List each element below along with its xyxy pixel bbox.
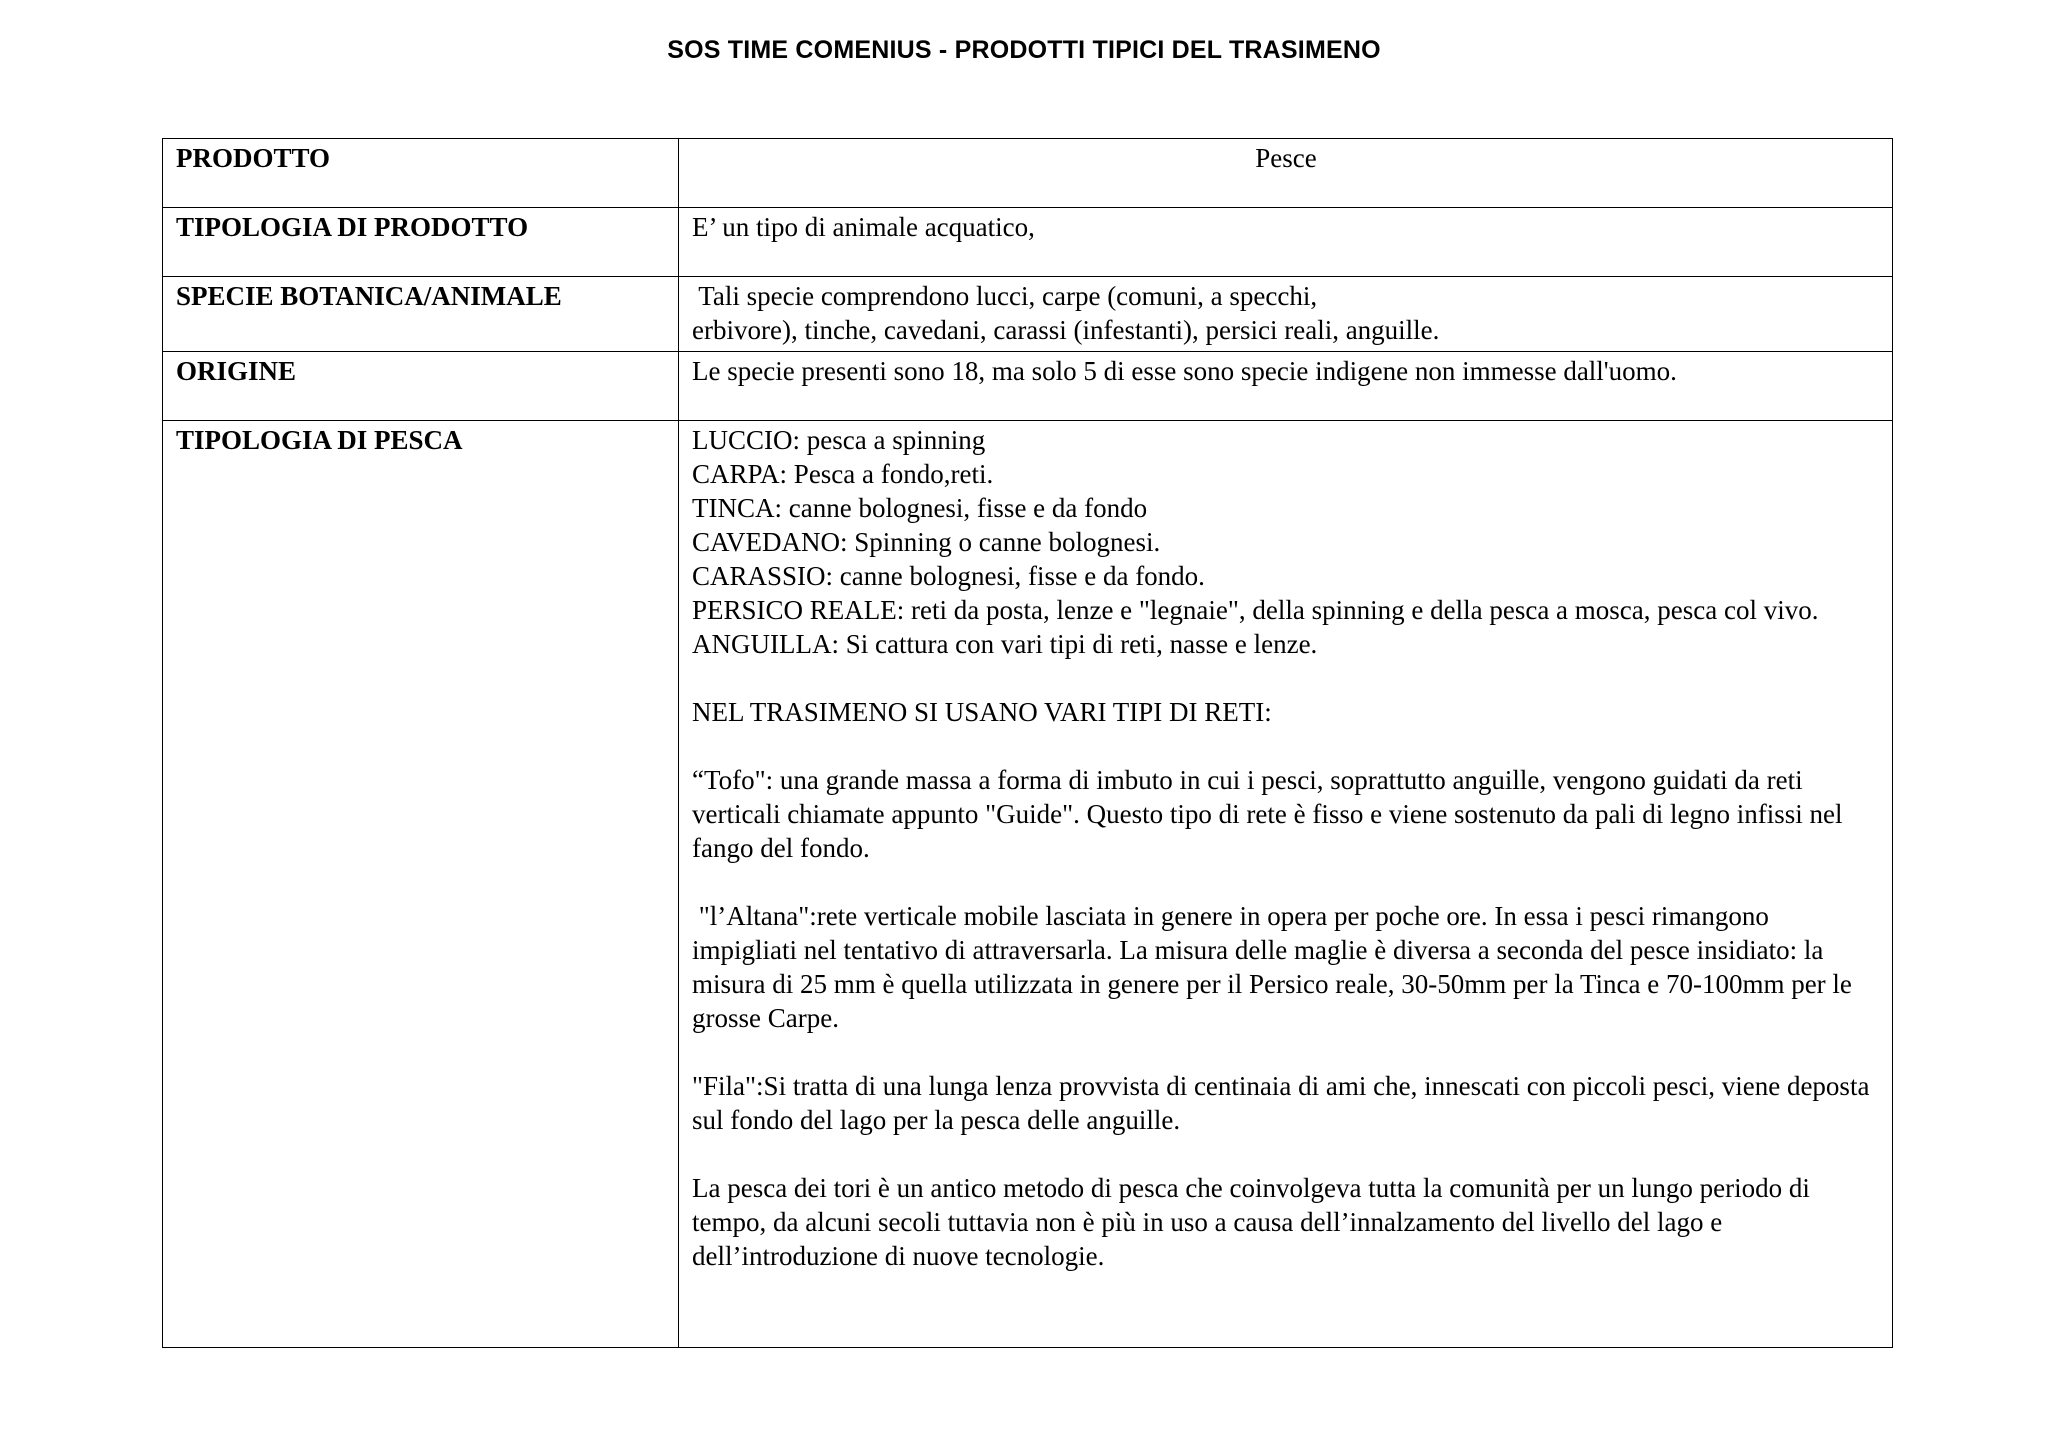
fishing-methods-list bbox=[692, 423, 1880, 661]
table-row-tipologia-pesca bbox=[163, 421, 1893, 1348]
fishing-method: CAVEDANO: Spinning o canne bolognesi. bbox=[692, 527, 1161, 557]
table-row-prodotto bbox=[163, 139, 1893, 208]
tori-paragraph: La pesca dei tori è un antico metodo di pesca che coinvolgeva tutta la comunità per un lungo periodo di tempo, da alcuni secoli tuttavia non è più in uso a causa dell’innalzamento del livello del lago e dell’introduzione di nuove tecnologie. bbox=[692, 1173, 1810, 1271]
nets-heading: NEL TRASIMENO SI USANO VARI TIPI DI RETI: bbox=[692, 697, 1272, 727]
tipologia-pesca-value bbox=[679, 421, 1893, 1348]
row-label: TIPOLOGIA DI PESCA bbox=[163, 421, 679, 1348]
row-label: PRODOTTO bbox=[163, 139, 679, 208]
fishing-method: LUCCIO: pesca a spinning bbox=[692, 425, 986, 455]
specie-line: Tali specie comprendono lucci, carpe (comuni, a specchi, bbox=[692, 281, 1318, 311]
fishing-method: TINCA: canne bolognesi, fisse e da fondo bbox=[692, 493, 1148, 523]
prodotto-value: Pesce bbox=[679, 139, 1893, 208]
row-label: TIPOLOGIA DI PRODOTTO bbox=[163, 208, 679, 277]
table-row-specie bbox=[163, 277, 1893, 352]
origine-value: Le specie presenti sono 18, ma solo 5 di esse sono specie indigene non immesse dall'uomo. bbox=[679, 352, 1893, 421]
row-label: SPECIE BOTANICA/ANIMALE bbox=[163, 277, 679, 352]
fishing-method: CARPA: Pesca a fondo,reti. bbox=[692, 459, 994, 489]
product-table bbox=[162, 138, 1893, 1348]
fila-paragraph: "Fila":Si tratta di una lunga lenza provvista di centinaia di ami che, innescati con piccoli pesci, viene deposta sul fondo del lago per la pesca delle anguille. bbox=[692, 1071, 1870, 1135]
table-row-origine bbox=[163, 352, 1893, 421]
tipologia-prodotto-value: E’ un tipo di animale acquatico, bbox=[679, 208, 1893, 277]
fishing-method: CARASSIO: canne bolognesi, fisse e da fondo. bbox=[692, 561, 1205, 591]
document-title: SOS TIME COMENIUS - PRODOTTI TIPICI DEL TRASIMENO bbox=[667, 36, 1381, 64]
tofo-paragraph: “Tofo": una grande massa a forma di imbuto in cui i pesci, soprattutto anguille, vengono guidati da reti verticali chiamate appunto "Guide". Questo tipo di rete è fisso e viene sostenuto da pali di legno infissi nel fango del fondo. bbox=[692, 765, 1843, 863]
table-row-tipologia-prodotto bbox=[163, 208, 1893, 277]
fishing-method: ANGUILLA: Si cattura con vari tipi di reti, nasse e lenze. bbox=[692, 629, 1318, 659]
fishing-method: PERSICO REALE: reti da posta, lenze e "legnaie", della spinning e della pesca a mosca, pesca col vivo. bbox=[692, 595, 1819, 625]
specie-line: erbivore), tinche, cavedani, carassi (infestanti), persici reali, anguille. bbox=[692, 315, 1440, 345]
altana-paragraph: "l’Altana":rete verticale mobile lasciata in genere in opera per poche ore. In essa i pesci rimangono impigliati nel tentativo di attraversarla. La misura delle maglie è diversa a seconda del pesce insidiato: la misura di 25 mm è quella utilizzata in genere per il Persico reale, 30-50mm per la Tinca e 70-100mm per le grosse Carpe. bbox=[692, 901, 1859, 1033]
row-label: ORIGINE bbox=[163, 352, 679, 421]
specie-value bbox=[679, 277, 1893, 352]
